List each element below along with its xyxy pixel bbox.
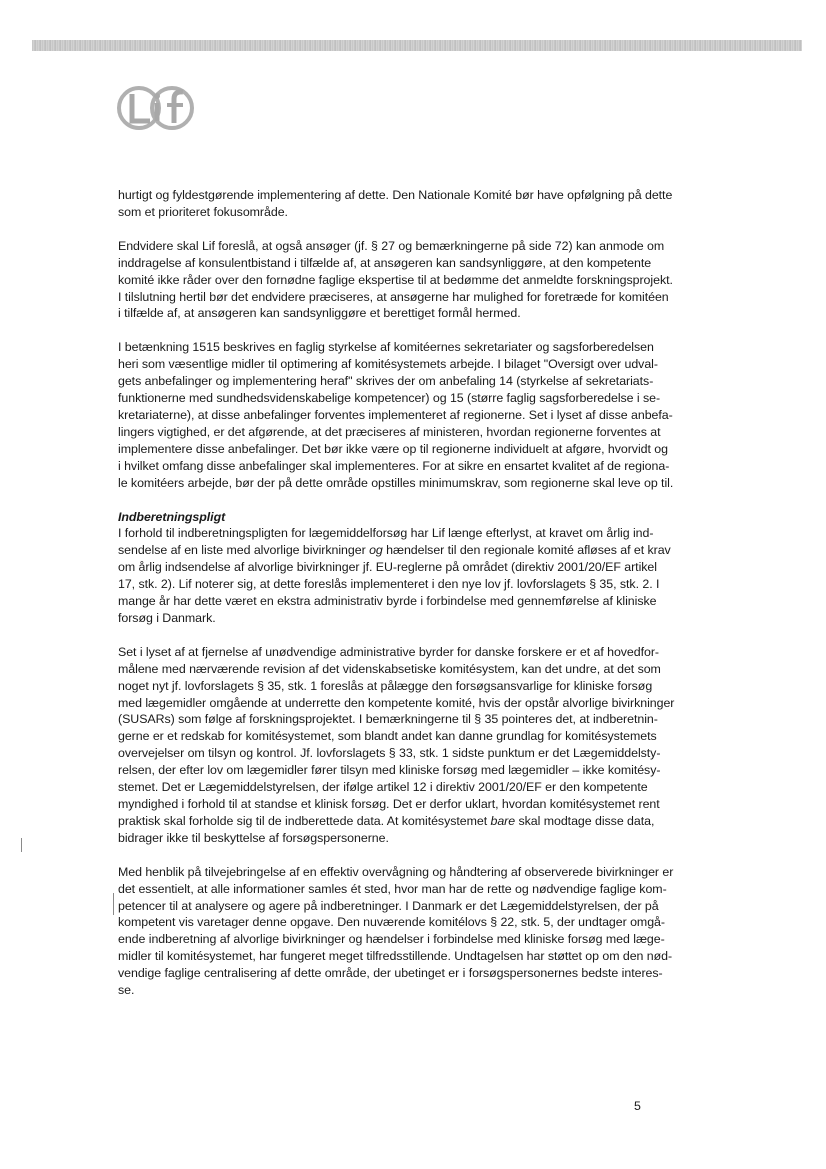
text-line: relsen, der efter lov om lægemidler fører tilsyn med kliniske forsøg med lægemidler – ikke komitésy-	[118, 763, 661, 778]
text-line: vendige faglige centralisering af dette område, der ubetinget er i forsøgspersonernes bedste interes-	[118, 966, 663, 981]
text-line: I tilslutning hertil bør det endvidere præciseres, at ansøgerne har mulighed for foretræde for komitéen	[118, 289, 669, 304]
text-line: kompetent vis varetager denne opgave. Den nuværende komitélovs § 22, stk. 5, der undtager omgå-	[118, 915, 665, 930]
text-line: heri som væsentlige midler til optimering af komitésystemets arbejde. I bilaget "Oversigt over udval-	[118, 357, 658, 372]
text-line: 17, stk. 2). Lif noterer sig, at dette foreslås implementeret i den nye lov jf. lovforslagets § 35, stk. 2. I	[118, 577, 660, 592]
text-line: overvejelser om tilsyn og kontrol. Jf. lovforslagets § 33, stk. 1 sidste punktum er det Lægemiddelsty-	[118, 746, 661, 761]
text-line: (SUSARs) som følge af forskningsprojektet. I bemærkningerne til § 35 pointeres det, at indberetnin-	[118, 712, 658, 727]
text-line: Endvidere skal Lif foreslå, at også ansøger (jf. § 27 og bemærkningerne på side 72) kan anmode om	[118, 238, 665, 253]
text-line: mange år har dette været en ekstra administrativ byrde i forbindelse med gennemførelse af kliniske	[118, 594, 657, 609]
text-line: noget nyt jf. lovforslagets § 35, stk. 1 foreslås at pålægge den forsøgsansvarlige for kliniske forsøg	[118, 678, 653, 693]
text-line: hurtigt og fyldestgørende implementering af dette. Den Nationale Komité bør have opfølgning på dette	[118, 188, 673, 202]
text-line: Med henblik på tilvejebringelse af en effektiv overvågning og håndtering af observerede bivirkninger er	[118, 864, 674, 879]
text-line: om årlig indsendelse af alvorlige bivirkninger jf. EU-reglerne på området (direktiv 2001/20/EF artikel	[118, 560, 657, 575]
text-line: petencer til at analysere og agere på indberetninger. I Danmark er det Lægemiddelstyrelsen, der på	[118, 898, 659, 913]
text-line: Set i lyset af at fjernelse af unødvendige administrative byrder for danske forskere er et af hovedfor-	[118, 644, 660, 659]
paragraph	[118, 509, 716, 627]
paragraph	[118, 187, 716, 221]
paragraph	[118, 238, 716, 323]
lif-logo	[116, 85, 198, 131]
text-line: ende indberetning af alvorlige bivirkninger og hændelser i forbindelse med kliniske forsøg med læge-	[118, 932, 665, 947]
text-line: myndighed i forhold til at standse et klinisk forsøg. Det er derfor uklart, hvordan komitésystemet rent	[118, 797, 660, 811]
text-line: kretariaterne), at disse anbefalinger forventes implementeret af regionerne. Set i lyset af disse anbefa-	[118, 407, 673, 422]
paragraph	[118, 339, 716, 491]
text-line: midler til komitésystemet, har fungeret meget tilfredsstillende. Undtagelsen har støttet op om den nød-	[118, 949, 673, 964]
text-line: se.	[118, 983, 135, 998]
text-line: det essentielt, at alle informationer samles ét sted, hvor man har de rette og nødvendige faglige kom-	[118, 881, 667, 896]
text-line: i tilfælde af, at ansøgeren kan sandsynliggøre et berettiget formål hermed.	[118, 306, 521, 321]
section-heading: Indberetningspligt	[118, 509, 226, 524]
scan-artifact-bar	[32, 40, 802, 51]
scan-margin-mark	[113, 893, 114, 915]
text-line: som et prioriteret fokusområde.	[118, 204, 288, 219]
text-line: praktisk skal forholde sig til de indberettede data. At komitésystemet bare skal modtage disse data,	[118, 813, 655, 828]
text-line: implementere disse anbefalinger. Det bør ikke være op til regionerne individuelt at afgøre, hvorvidt og	[118, 441, 668, 456]
paragraph	[118, 644, 716, 847]
text-line: I forhold til indberetningspligten for lægemiddelforsøg har Lif længe efterlyst, at kravet om årlig ind-	[118, 526, 654, 541]
text-line: komité ikke råder over den fornødne faglige ekspertise til at bedømme det anmeldte forskningsprojekt.	[118, 272, 673, 287]
text-line: gets anbefalinger og implementering heraf" skrives der om anbefaling 14 (styrkelse af sekretariats-	[118, 374, 654, 389]
paragraph	[118, 864, 716, 999]
text-line: bidrager ikke til beskyttelse af forsøgspersonerne.	[118, 830, 389, 845]
text-line: gerne er et redskab for komitésystemet, som blandt andet kan danne grundlag for komitésystemets	[118, 729, 657, 744]
text-line: i hvilket omfang disse anbefalinger skal implementeres. For at sikre en ensartet kvalitet af de regiona-	[118, 458, 670, 473]
text-line: lingers vigtighed, er det afgørende, at det præciseres af ministeren, hvordan regionerne forventes at	[118, 424, 661, 439]
scan-margin-mark	[21, 838, 22, 852]
text-line: med lægemidler omgående at underrette den kompetente komité, hvis der opstår alvorlige bivirkninger	[118, 695, 675, 710]
text-line: forsøg i Danmark.	[118, 610, 216, 625]
text-line: stemet. Det er Lægemiddelstyrelsen, der ifølge artikel 12 i direktiv 2001/20/EF er den kompetente	[118, 780, 648, 795]
text-line: funktionerne med sundhedsvidenskabelige kompetencer) og 15 (større faglig sagsforberedelse i se-	[118, 391, 661, 406]
text-line: inddragelse af konsulentbistand i tilfælde af, at ansøgeren kan sandsynliggøre, at den kompetente	[118, 255, 652, 270]
text-line: sendelse af en liste med alvorlige bivirkninger og hændelser til den regionale komité afløses af et krav	[118, 543, 671, 558]
text-line: I betænkning 1515 beskrives en faglig styrkelse af komitéernes sekretariater og sagsforberedelsen	[118, 340, 654, 355]
text-line: målene med nærværende revision af det videnskabsetiske komitésystem, kan det undre, at det som	[118, 661, 661, 676]
text-line: le komitéers arbejde, bør der på dette område opstilles minimumskrav, som regionerne skal leve op til.	[118, 475, 674, 490]
document-body	[118, 187, 716, 1016]
lif-logo-icon	[116, 85, 198, 131]
page-number: 5	[634, 1099, 641, 1113]
